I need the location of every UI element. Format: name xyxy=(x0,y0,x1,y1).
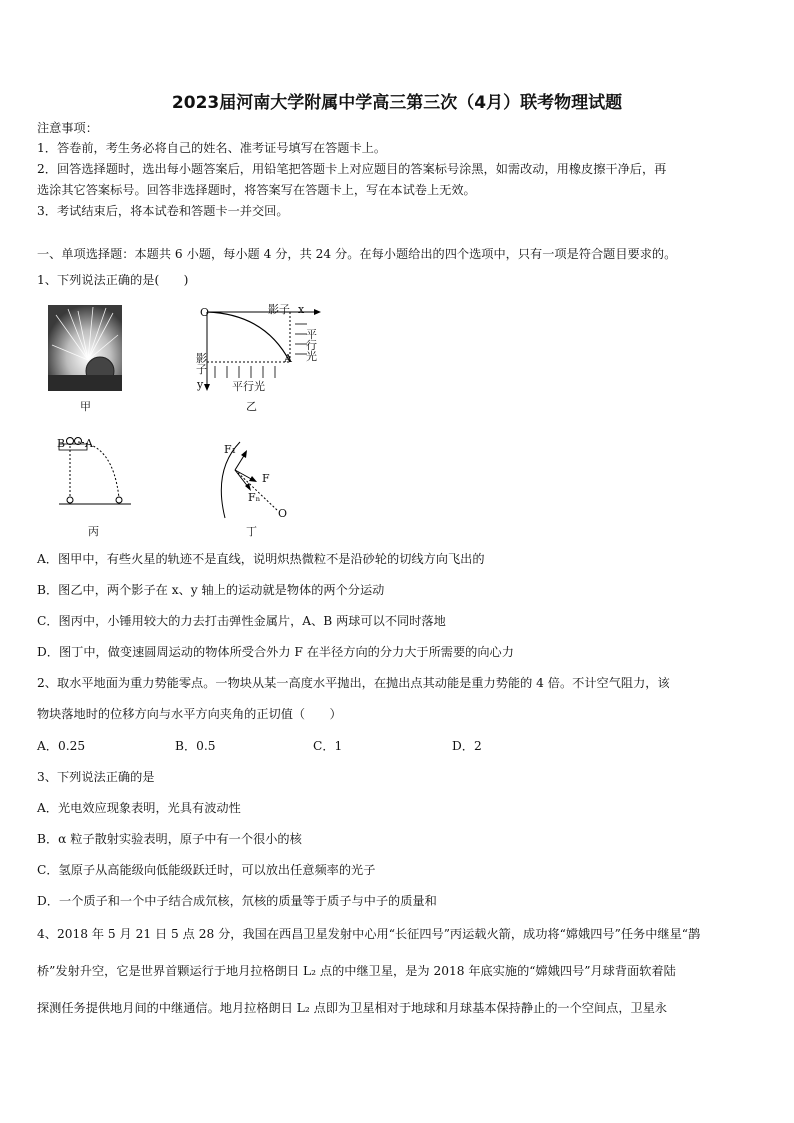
q3-option-c: C．氢原子从高能级向低能级跃迁时，可以放出任意频率的光子 xyxy=(37,863,376,877)
q3-option-a: A．光电效应现象表明，光具有波动性 xyxy=(37,801,241,815)
q2-stem-line2: 物块落地时的位移方向与水平方向夹角的正切值（ ） xyxy=(37,707,342,721)
label-F: F xyxy=(262,472,270,485)
q4-line-1: 4、2018 年 5 月 21 日 5 点 28 分，我国在西昌卫星发射中心用“长征四号”丙运载火箭，成功将“嫦娥四号”任务中继星“鹊 xyxy=(37,927,701,941)
q2-option-d: D．2 xyxy=(452,739,482,753)
q2-option-a: A．0.25 xyxy=(37,739,86,753)
figure-yi-caption: 乙 xyxy=(246,400,257,413)
q1-option-a: A．图甲中，有些火星的轨迹不是直线，说明炽热微粒不是沿砂轮的切线方向飞出的 xyxy=(37,552,485,566)
label-parallel-light: 平行光 xyxy=(232,380,265,393)
notice-item-3: 3．考试结束后，将本试卷和答题卡一并交回。 xyxy=(37,204,289,218)
q2-option-c: C．1 xyxy=(313,739,343,753)
q3-option-d: D．一个质子和一个中子结合成氘核，氘核的质量等于质子与中子的质量和 xyxy=(37,894,437,908)
q1-option-d: D．图丁中，做变速圆周运动的物体所受合外力 F 在半径方向的分力大于所需要的向心力 xyxy=(37,645,514,659)
q1-option-b: B．图乙中，两个影子在 x、y 轴上的运动就是物体的两个分运动 xyxy=(37,583,385,597)
label-A2: A xyxy=(85,437,93,450)
label-O: O xyxy=(200,306,210,319)
q1-stem: 1、下列说法正确的是( ) xyxy=(37,273,189,287)
label-guang: 光 xyxy=(306,350,317,363)
q3-option-b: B．α 粒子散射实验表明，原子中有一个很小的核 xyxy=(37,832,302,846)
label-ying: 影 xyxy=(196,352,207,365)
label-A: A xyxy=(284,352,292,365)
q4-line-2: 桥”发射升空，它是世界首颗运行于地月拉格朗日 L₂ 点的中继卫星，是为 2018 年底实施的“嫦娥四号”月球背面软着陆 xyxy=(37,964,676,978)
notice-heading: 注意事项： xyxy=(37,121,98,135)
figure-ding-caption: 丁 xyxy=(246,525,257,538)
q2-option-b: B．0.5 xyxy=(175,739,216,753)
label-xing: 行 xyxy=(306,339,317,352)
figure-bing-caption: 丙 xyxy=(88,525,99,538)
q2-stem-line1: 2、取水平地面为重力势能零点。一物块从某一高度水平抛出，在抛出点其动能是重力势能的 4 倍。不计空气阻力，该 xyxy=(37,676,670,690)
page-title: 2023届河南大学附属中学高三第三次（4月）联考物理试题 xyxy=(171,93,623,113)
label-ping: 平 xyxy=(306,328,317,341)
notice-item-1: 1．答卷前，考生务必将自己的姓名、准考证号填写在答题卡上。 xyxy=(37,141,387,155)
figure-jia-photo xyxy=(48,305,122,391)
section-heading: 一、单项选择题：本题共 6 小题，每小题 4 分，共 24 分。在每小题给出的四个选项中，只有一项是符合题目要求的。 xyxy=(37,247,677,261)
label-y: y xyxy=(197,378,204,391)
label-B: B xyxy=(57,437,66,450)
notice-item-2: 2．回答选择题时，选出每小题答案后，用铅笔把答题卡上对应题目的答案标号涂黑，如需改动，用橡皮擦干净后，再 xyxy=(37,162,667,176)
figure-bing-diagram xyxy=(55,430,135,510)
notice-item-2-cont: 选涂其它答案标号。回答非选择题时，将答案写在答题卡上，写在本试卷上无效。 xyxy=(37,183,476,197)
label-x: x xyxy=(298,303,305,316)
label-O2: O xyxy=(278,507,288,520)
q1-option-c: C．图丙中，小锤用较大的力去打击弹性金属片，A、B 两球可以不同时落地 xyxy=(37,614,446,628)
label-F1: F₁ xyxy=(224,443,237,456)
label-Fn: Fₙ xyxy=(248,491,261,504)
q4-line-3: 探测任务提供地月间的中继通信。地月拉格朗日 L₂ 点即为卫星相对于地球和月球基本保持静止的一个空间点，卫星永 xyxy=(37,1001,668,1015)
label-shadow-top: 影子 xyxy=(268,303,290,316)
q3-stem: 3、下列说法正确的是 xyxy=(37,770,155,784)
label-zi: 子 xyxy=(196,363,207,376)
figure-jia-caption: 甲 xyxy=(80,400,91,413)
